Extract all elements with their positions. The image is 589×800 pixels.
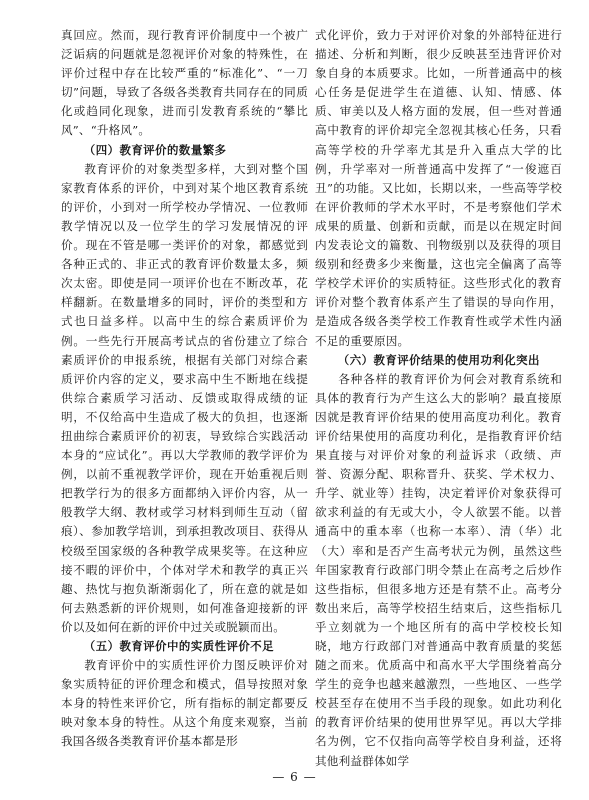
paragraph: 教育评价的对象类型多样，大到对整个国家教育体系的评价，中到对某个地区教育系统的评价，小到对一所学校办学情况、一位教师教学情况以及一位学生的学习发展情况的评价。现在不管是哪一类评价的对象，都感觉到各种正式的、非正式的教育评价数量太多，频次太密。即使是同一项评价也在不断改革，花样翻新。在数量增多的同时，评价的类型和方式也日益多样。以高中生的综合素质评价为例。一些先行开展高考试点的省份建立了综合素质评价的申报系统，根据有关部门对综合素质评价内容的定义，要求高中生不断地在线提供综合素质学习活动、反馈或取得成绩的证明，不仅给高中生造成了极大的负担，也逐渐扭曲综合素质评价的初衷，导致综合实践活动本身的“应试化”。再以大学教师的教学评价为例，以前不重视教学评价，现在开始重视后则把教学行为的很多方面都纳入评价内容，从一般教学大纲、教材或学习材料到师生互动（留痕）、参加教学培训，到承担教改项目、获得从校级至国家级的各种教学成果奖等。在这种应接不暇的评价中，个体对学术和教学的真正兴趣、热忱与抱负渐渐弱化了，所在意的就是如何去熟悉新的评价规则，如何准备迎接新的评价以及如何在新的评价中过关或脱颖而出。 [61, 161, 308, 634]
page-number: — 6 — [272, 770, 317, 784]
section-heading: （六）教育评价结果的使用功利化突出 [337, 352, 540, 367]
paragraph: 真回应。然而，现行教育评价制度中一个被广泛诟病的问题就是忽视评价对象的特殊性，在评价过程中存在比较严重的“标准化”、“一刀切”问题，导致了各级各类教育共同存在的同质化或趋同化现象，进而引发教育系统的“攀比风”、“升格风”。 [61, 28, 308, 138]
section-heading: （五）教育评价中的实质性评价不足 [83, 639, 275, 653]
right-column [315, 26, 562, 771]
paragraph: 各种各样的教育评价为何会对教育系统和具体的教育行为产生这么大的影响？最直接原因就是教育评价结果的使用高度功利化。教育评价结果使用的高度功利化，是指教育评价结果直接与对评价对象的利益诉求（政绩、声誉、资源分配、职称晋升、获奖、学术权力、升学、就业等）挂钩，决定着评价对象获得可欲求利益的有无或大小，令人欲罢不能。以普通高中的重本率（也称一本率）、清（华）北（大）率和是否产生高考状元为例，虽然这些年国家教育行政部门明令禁止在高考之后炒作这些指标，但很多地方还是有禁不止。高考分数出来后，高等学校招生结束后，这些指标几乎立刻就为一个地区所有的高中学校校长知晓，地方行政部门对普通高中教育质量的奖惩随之而来。优质高中和高水平大学围绕着高分学生的竞争也越来越激烈，一些地区、一些学校甚至存在使用不当手段的现象。如此功利化的教育评价结果的使用世界罕见。再以大学排名为例，它不仅指向高等学校自身利益，还将其他利益群体如学 [315, 371, 562, 768]
paragraph: 式化评价，致力于对评价对象的外部特征进行描述、分析和判断，很少反映甚至违背评价对象自身的本质要求。比如，一所普通高中的核心任务是促进学生在道德、认知、情感、体质、审美以及人格方面的发展，但一些对普通高中教育的评价却完全忽视其核心任务，只看高等学校的升学率尤其是升入重点大学的比例，升学率对一所普通高中发挥了“一俊遮百丑”的功能。又比如，长期以来，一些高等学校在评价教师的学术水平时，不是考察他们学术成果的质量、创新和贡献，而是以在规定时间内发表论文的篇数、刊物级别以及获得的项目级别和经费多少来衡量，这也完全偏离了高等学校学术评价的实质特征。这些形式化的教育评价对整个教育体系产生了错误的导向作用，是造成各级各类学校工作教育性或学术性内涵不足的重要原因。 [315, 28, 562, 348]
paragraph: 教育评价中的实质性评价力图反映评价对象实质特征的评价理念和模式，倡导按照对象本身的特性来评价它，所有指标的制定都要反映对象本身的特性。从这个角度来观察，当前我国各级各类教育评价基本都是形 [61, 658, 308, 749]
left-column [61, 26, 308, 752]
section-heading: （四）教育评价的数量繁多 [83, 142, 227, 157]
